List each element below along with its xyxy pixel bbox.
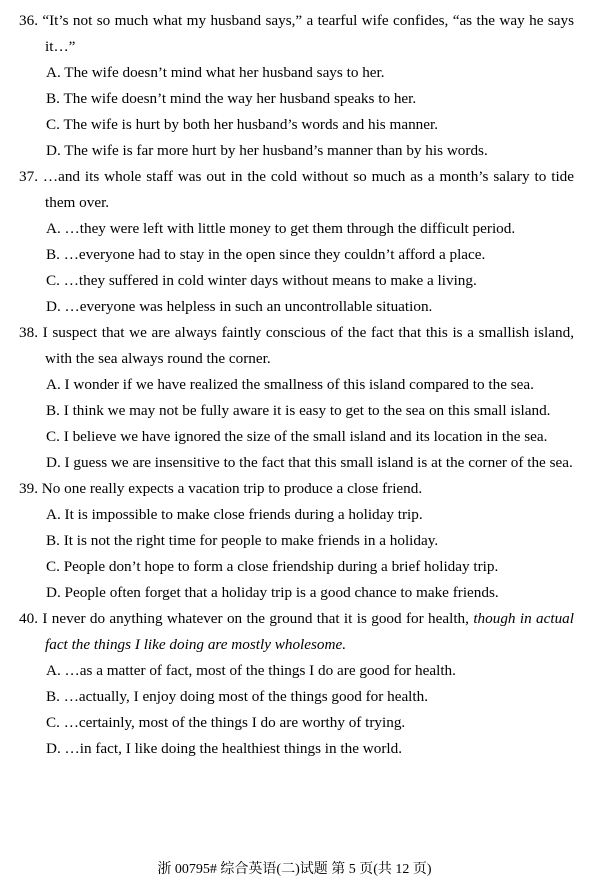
question-text-italic: though in actual fact the things I like doing are mostly wholesome. [45, 610, 574, 653]
question-stem [0, 606, 574, 658]
option-b: B. I think we may not be fully aware it is easy to get to the sea on this small island. [46, 402, 551, 419]
option-c: C. …they suffered in cold winter days without means to make a living. [46, 272, 477, 289]
option-d: D. …everyone was helpless in such an uncontrollable situation. [46, 298, 433, 315]
question-number: 40. [19, 610, 38, 627]
question-number: 36. [19, 12, 38, 29]
option-d: D. …in fact, I like doing the healthiest things in the world. [46, 740, 402, 757]
option-a: A. The wife doesn’t mind what her husband says to her. [46, 64, 385, 81]
question-37 [0, 164, 589, 320]
option-c: C. …certainly, most of the things I do are worthy of trying. [46, 714, 406, 731]
option-b: B. …actually, I enjoy doing most of the things good for health. [46, 688, 429, 705]
option-d: D. I guess we are insensitive to the fact that this small island is at the corner of the sea. [46, 454, 573, 471]
question-text: “It’s not so much what my husband says,” a tearful wife confides, “as the way he says it…” [42, 12, 574, 55]
question-text: No one really expects a vacation trip to produce a close friend. [41, 480, 423, 497]
question-text: …and its whole staff was out in the cold without so much as a month’s salary to tide them over. [42, 168, 575, 211]
question-stem [0, 8, 574, 60]
option-a: A. I wonder if we have realized the smallness of this island compared to the sea. [46, 376, 534, 393]
option-b: B. The wife doesn’t mind the way her husband speaks to her. [46, 90, 417, 107]
question-stem [0, 320, 574, 372]
option-b: B. It is not the right time for people to make friends in a holiday. [46, 532, 439, 549]
option-b: B. …everyone had to stay in the open since they couldn’t afford a place. [46, 246, 486, 263]
question-stem [0, 476, 574, 502]
page-footer: 浙 00795# 综合英语(二)试题 第 5 页(共 12 页) [157, 862, 432, 877]
question-38 [0, 320, 589, 476]
question-stem [0, 164, 574, 216]
option-d: D. The wife is far more hurt by her husband’s manner than by his words. [46, 142, 488, 159]
question-list [0, 8, 589, 762]
question-number: 39. [19, 480, 38, 497]
question-number: 38. [19, 324, 38, 341]
question-text: I suspect that we are always faintly conscious of the fact that this is a smallish island, with the sea always round the corner. [42, 324, 575, 367]
option-a: A. …as a matter of fact, most of the things I do are good for health. [46, 662, 456, 679]
option-c: C. People don’t hope to form a close friendship during a brief holiday trip. [46, 558, 499, 575]
question-39 [0, 476, 589, 606]
question-text: I never do anything whatever on the ground that it is good for health, [42, 610, 474, 627]
option-a: A. It is impossible to make close friends during a holiday trip. [46, 506, 423, 523]
option-c: C. The wife is hurt by both her husband’s words and his manner. [46, 116, 439, 133]
option-d: D. People often forget that a holiday trip is a good chance to make friends. [46, 584, 499, 601]
option-c: C. I believe we have ignored the size of the small island and its location in the sea. [46, 428, 548, 445]
question-36 [0, 8, 589, 164]
question-number: 37. [19, 168, 38, 185]
option-a: A. …they were left with little money to get them through the difficult period. [46, 220, 516, 237]
question-40 [0, 606, 589, 762]
